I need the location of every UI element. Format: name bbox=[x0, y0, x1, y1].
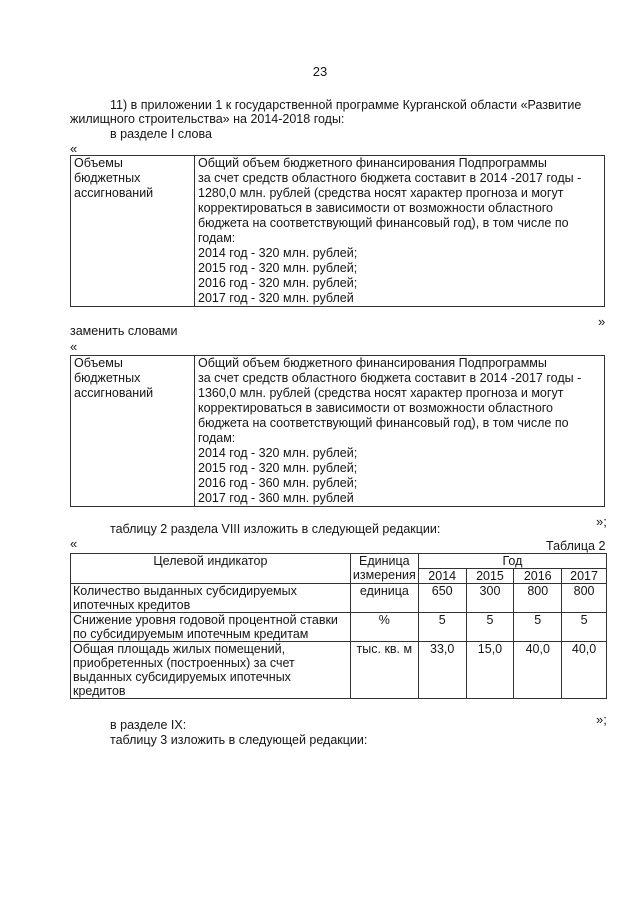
row-value: 40,0 bbox=[514, 642, 562, 699]
row-indicator: Количество выданных субсидируемых ипотечных кредитов bbox=[71, 584, 351, 613]
row-indicator: Общая площадь жилых помещений, приобретенных (построенных) за счет выданных субсидируемых ипотечных кредитов bbox=[71, 642, 351, 699]
header-year-2016: 2016 bbox=[514, 569, 562, 584]
budget-block-old bbox=[70, 155, 605, 307]
header-indicator: Целевой индикатор bbox=[71, 554, 351, 584]
quote-close-3: »; bbox=[596, 712, 607, 727]
budget-block-old-label: Объемы бюджетных ассигнований bbox=[71, 156, 195, 307]
intro-line-2: жилищного строительства» на 2014-2018 годы: bbox=[70, 112, 345, 126]
row-value: 40,0 bbox=[562, 642, 607, 699]
row-value: 15,0 bbox=[466, 642, 514, 699]
row-unit: единица bbox=[350, 584, 418, 613]
table2-intro: таблицу 2 раздела VIII изложить в следующей редакции: bbox=[110, 522, 441, 536]
quote-close-1: » bbox=[598, 314, 606, 329]
row-unit: % bbox=[350, 613, 418, 642]
outro-line-1: в разделе IX: bbox=[110, 718, 187, 732]
header-year: Год bbox=[418, 554, 606, 569]
table-row bbox=[71, 584, 607, 613]
row-value: 650 bbox=[418, 584, 466, 613]
row-value: 300 bbox=[466, 584, 514, 613]
intro-line-3: в разделе I слова bbox=[110, 127, 212, 141]
row-value: 800 bbox=[514, 584, 562, 613]
quote-close-2: »; bbox=[596, 514, 607, 529]
row-value: 5 bbox=[562, 613, 607, 642]
budget-block-new-text: Общий объем бюджетного финансирования Подпрограммы за счет средств областного бюджета составит в 2014 -2017 годы - 1360,0 млн. рублей (средства носят характер прогноза и могут корректироваться в зависимости от возможности областного бюджета на соответствующий финансовый год), в том числе по годам: 2014 год - 320 млн. рублей; 2015 год - 320 млн. рублей; 2016 год - 360 млн. рублей; 2017 год - 360 млн. рублей bbox=[195, 356, 605, 507]
row-value: 5 bbox=[418, 613, 466, 642]
quote-open-2: « bbox=[70, 339, 78, 354]
header-year-2015: 2015 bbox=[466, 569, 514, 584]
row-unit: тыс. кв. м bbox=[350, 642, 418, 699]
row-value: 33,0 bbox=[418, 642, 466, 699]
header-unit: Единица измерения bbox=[350, 554, 418, 584]
row-value: 5 bbox=[514, 613, 562, 642]
row-value: 800 bbox=[562, 584, 607, 613]
budget-block-old-text: Общий объем бюджетного финансирования Подпрограммы за счет средств областного бюджета составит в 2014 -2017 годы - 1280,0 млн. рублей (средства носят характер прогноза и могут корректироваться в зависимости от возможности областного бюджета на соответствующий финансовый год), в том числе по годам: 2014 год - 320 млн. рублей; 2015 год - 320 млн. рублей; 2016 год - 320 млн. рублей; 2017 год - 320 млн. рублей bbox=[195, 156, 605, 307]
table-row bbox=[71, 642, 607, 699]
header-year-2017: 2017 bbox=[562, 569, 607, 584]
table-2 bbox=[70, 553, 607, 699]
replace-label: заменить словами bbox=[70, 324, 178, 338]
table-row bbox=[71, 613, 607, 642]
header-year-2014: 2014 bbox=[418, 569, 466, 584]
table2-caption: Таблица 2 bbox=[546, 539, 606, 553]
quote-open-1: « bbox=[70, 141, 78, 156]
budget-block-new-label: Объемы бюджетных ассигнований bbox=[71, 356, 195, 507]
row-indicator: Снижение уровня годовой процентной ставки по субсидируемым ипотечным кредитам bbox=[71, 613, 351, 642]
intro-line-1: 11) в приложении 1 к государственной программе Курганской области «Развитие bbox=[110, 98, 582, 112]
outro-line-2: таблицу 3 изложить в следующей редакции: bbox=[110, 733, 368, 747]
row-value: 5 bbox=[466, 613, 514, 642]
budget-block-new bbox=[70, 355, 605, 507]
page-number: 23 bbox=[312, 64, 328, 79]
quote-open-3: « bbox=[70, 536, 78, 551]
